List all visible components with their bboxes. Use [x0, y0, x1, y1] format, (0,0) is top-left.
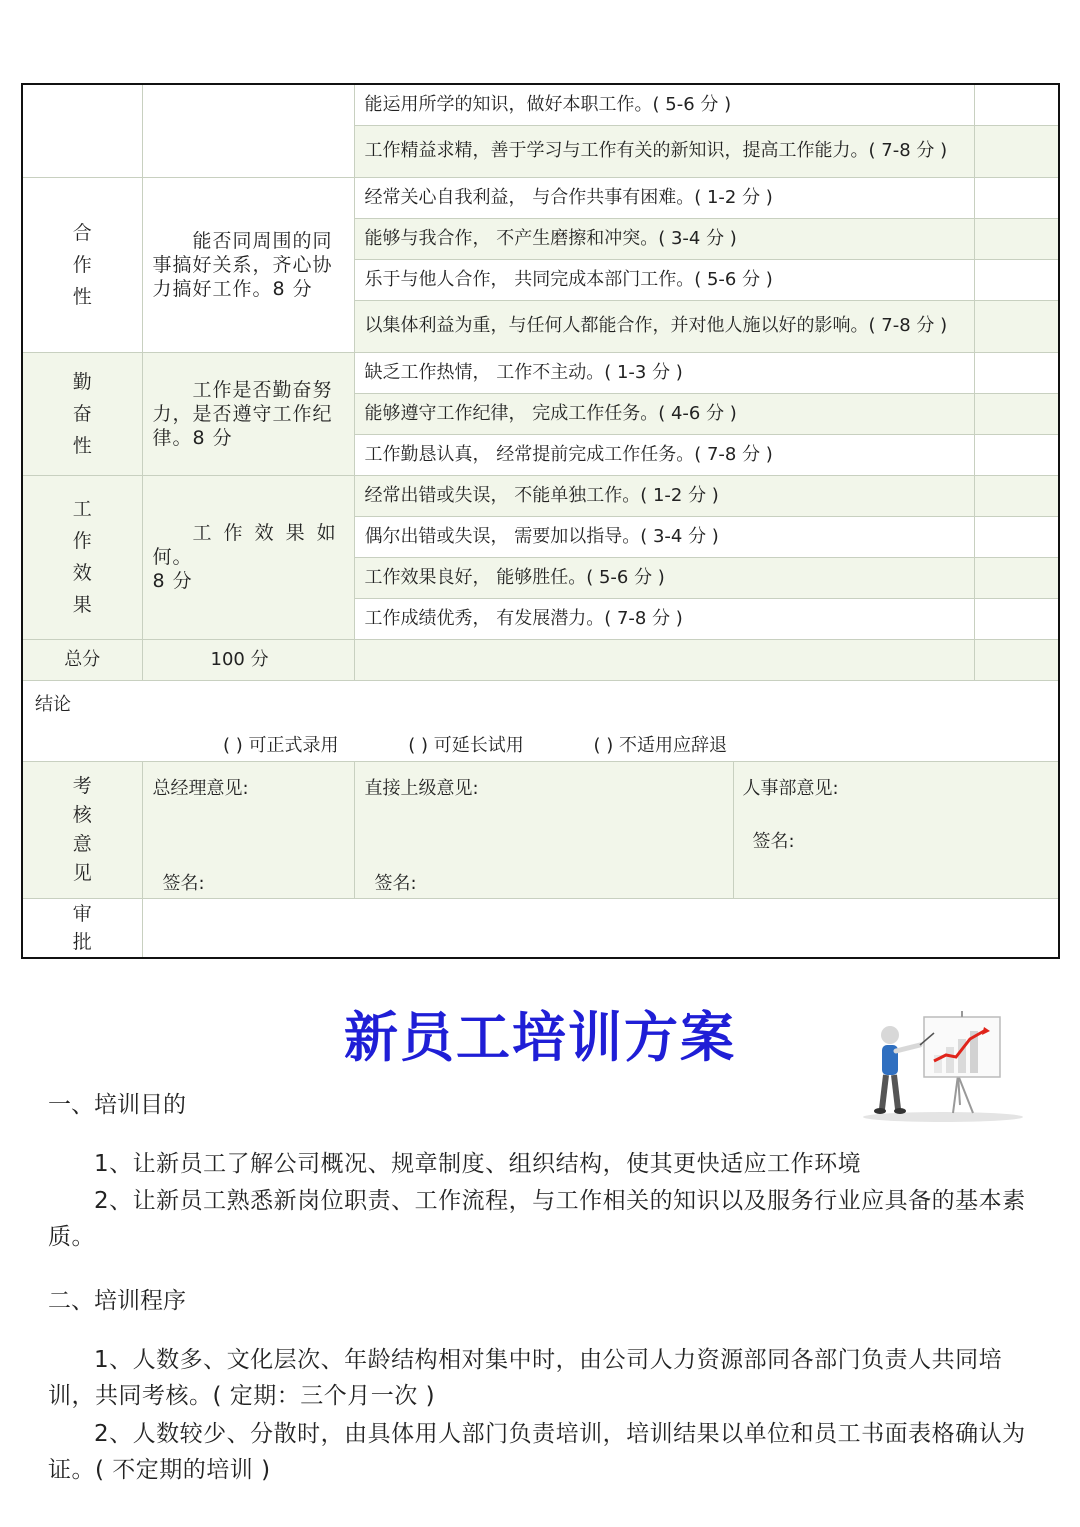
conclusion-label: 结论 — [35, 693, 71, 715]
supervisor-opinion-cell[interactable] — [355, 762, 734, 898]
option-extend-probation[interactable]: ( ) 可延长试用 — [408, 734, 524, 756]
supervisor-opinion-label: 直接上级意见: — [364, 777, 479, 799]
approval-row — [22, 898, 1059, 958]
score-cell[interactable] — [974, 434, 1059, 475]
score-cell[interactable] — [974, 259, 1059, 300]
gm-opinion-label: 总经理意见: — [152, 777, 249, 799]
presenter-chart-illustration — [858, 1005, 1028, 1125]
category-label: 合 作 性 — [22, 177, 142, 352]
page-title: 新员工培训方案 — [344, 1005, 736, 1069]
approval-label: 审 批 — [22, 898, 142, 958]
table-row — [22, 177, 1059, 218]
option-text: 经常关心自我利益， 与合作共事有困难。( 1-2 分 ) — [354, 177, 974, 218]
conclusion-options — [223, 734, 791, 758]
table-row — [22, 84, 1059, 125]
option-text: 乐于与他人合作， 共同完成本部门工作。( 5-6 分 ) — [354, 259, 974, 300]
section-heading: 二、培训程序 — [48, 1288, 186, 1314]
paragraph: 1、让新员工了解公司概况、规章制度、组织结构，使其更快适应工作环境 — [94, 1151, 862, 1177]
total-label: 总分 — [22, 639, 142, 680]
score-cell[interactable] — [974, 177, 1059, 218]
option-text: 缺乏工作热情， 工作不主动。( 1-3 分 ) — [354, 352, 974, 393]
category-criteria: 能否同周围的同事搞好关系，齐心协力搞好工作。8 分 — [142, 177, 354, 352]
score-cell[interactable] — [974, 393, 1059, 434]
table-row — [22, 352, 1059, 393]
score-cell[interactable] — [974, 84, 1059, 125]
conclusion-row — [22, 680, 1059, 761]
supervisor-hr-opinion-cell — [354, 761, 1059, 898]
category-criteria: 工 作 效 果 如 何。 8 分 — [142, 475, 354, 639]
section-heading: 一、培训目的 — [48, 1092, 186, 1118]
opinion-label: 考 核 意 见 — [22, 761, 142, 898]
option-formal-hire[interactable]: ( ) 可正式录用 — [223, 734, 339, 756]
hr-opinion-cell[interactable] — [733, 762, 1059, 898]
option-text: 经常出错或失误， 不能单独工作。( 1-2 分 ) — [354, 475, 974, 516]
category-label: 勤 奋 性 — [22, 352, 142, 475]
category-criteria: 工作是否勤奋努力，是否遵守工作纪律。8 分 — [142, 352, 354, 475]
option-dismiss[interactable]: ( ) 不适用应辞退 — [593, 734, 727, 756]
paragraph: 1、人数多、文化层次、年龄结构相对集中时，由公司人力资源部同各部门负责人共同培训，共同考核。( 定期：三个月一次 ) — [48, 1347, 1003, 1409]
total-value: 100 分 — [142, 639, 354, 680]
total-row — [22, 639, 1059, 680]
score-cell[interactable] — [974, 475, 1059, 516]
gm-signature-label: 签名: — [162, 872, 205, 894]
score-cell[interactable] — [974, 557, 1059, 598]
option-text: 以集体利益为重，与任何人都能合作，并对他人施以好的影响。( 7-8 分 ) — [354, 300, 974, 352]
hr-opinion-label: 人事部意见: — [742, 777, 839, 799]
total-score[interactable] — [354, 639, 974, 680]
category-label: 工 作 效 果 — [22, 475, 142, 639]
option-text: 工作效果良好， 能够胜任。( 5-6 分 ) — [354, 557, 974, 598]
paragraph: 2、让新员工熟悉新岗位职责、工作流程，与工作相关的知识以及服务行业应具备的基本素质。 — [48, 1188, 1026, 1250]
table-row — [22, 475, 1059, 516]
option-text: 能够遵守工作纪律， 完成工作任务。( 4-6 分 ) — [354, 393, 974, 434]
score-cell[interactable] — [974, 516, 1059, 557]
approval-cell[interactable] — [142, 898, 1059, 958]
option-text: 偶尔出错或失误， 需要加以指导。( 3-4 分 ) — [354, 516, 974, 557]
supervisor-signature-label: 签名: — [374, 872, 417, 894]
option-text: 能运用所学的知识，做好本职工作。( 5-6 分 ) — [354, 84, 974, 125]
score-cell[interactable] — [974, 125, 1059, 177]
gm-opinion-cell[interactable] — [142, 761, 354, 898]
conclusion-cell — [22, 680, 1059, 761]
hr-signature-label: 签名: — [752, 830, 795, 852]
score-cell[interactable] — [974, 218, 1059, 259]
option-text: 工作勤恳认真， 经常提前完成工作任务。( 7-8 分 ) — [354, 434, 974, 475]
score-cell[interactable] — [974, 598, 1059, 639]
paragraph: 2、人数较少、分散时，由具体用人部门负责培训，培训结果以单位和员工书面表格确认为证。( 不定期的培训 ) — [48, 1421, 1026, 1483]
option-text: 能够与我合作， 不产生磨擦和冲突。( 3-4 分 ) — [354, 218, 974, 259]
evaluation-table — [21, 83, 1060, 959]
option-text: 工作精益求精，善于学习与工作有关的新知识，提高工作能力。( 7-8 分 ) — [354, 125, 974, 177]
option-text: 工作成绩优秀， 有发展潜力。( 7-8 分 ) — [354, 598, 974, 639]
opinion-row — [22, 761, 1059, 898]
score-cell[interactable] — [974, 352, 1059, 393]
score-cell[interactable] — [974, 300, 1059, 352]
